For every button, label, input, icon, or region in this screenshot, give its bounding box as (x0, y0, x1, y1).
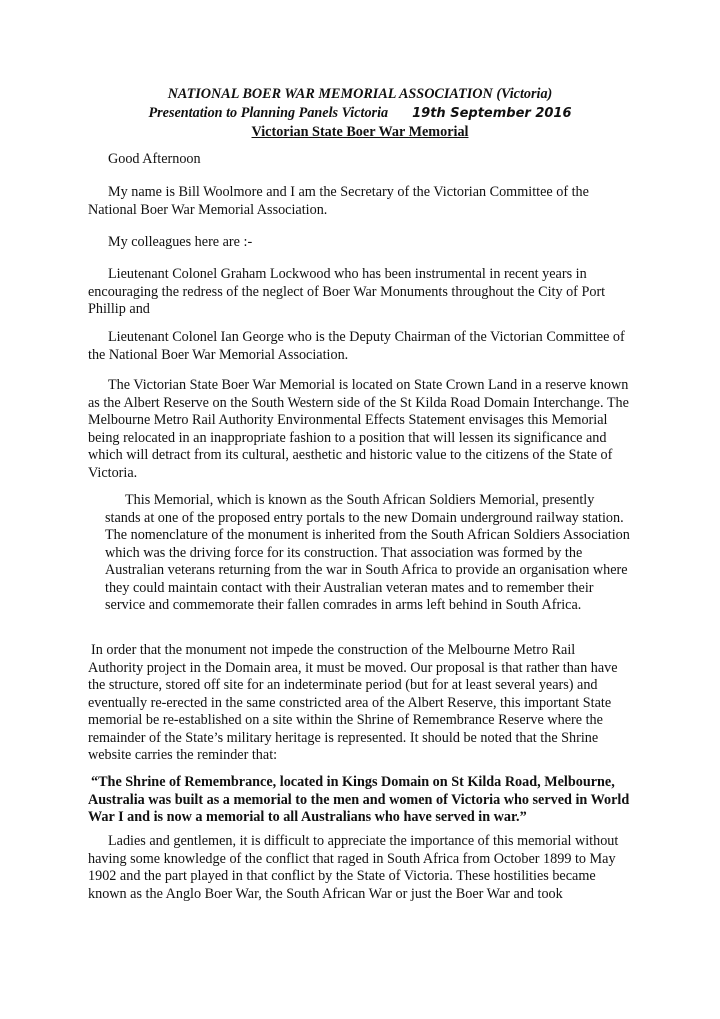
paragraph-colleagues: My colleagues here are :- (108, 234, 253, 250)
paragraph-memorial-history: This Memorial, which is known as the South African Soldiers Memorial, presently stands at one of the proposed entry portals to the new Domain underground railway station. The nomenclature of the monument is inherited from the South African Soldiers Association which was the driving force for its construction. That association was formed by the Australian veterans returning from the war in South Africa to provide an organisation where they could maintain contact with their Australian veteran mates and to remember their service and commemorate their fallen comrades in arms left behind in South Africa. (105, 492, 630, 613)
paragraph-proposal: In order that the monument not impede the construction of the Melbourne Metro Rail Authority project in the Domain area, it must be moved. Our proposal is that rather than have the structure, stored off site for an indeterminate period (but for at least several years) and eventually re-erected in the same constricted area of the Albert Reserve, this important State memorial be re-established on a site within the Shrine of Remembrance Reserve where the remainder of the State’s military heritage is represented. It should be noted that the Shrine website carries the reminder that: (88, 642, 618, 763)
shrine-quote: “The Shrine of Remembrance, located in Kings Domain on St Kilda Road, Melbourne, Australia was built as a memorial to the men and women of Victoria who served in World War I and is now a memorial to all Australians who have served in war.” (88, 774, 630, 825)
greeting: Good Afternoon (108, 151, 201, 167)
presentation-subtitle-line (0, 104, 720, 123)
organisation-heading: NATIONAL BOER WAR MEMORIAL ASSOCIATION (Victoria) (167, 86, 553, 102)
paragraph-introduction: My name is Bill Woolmore and I am the Secretary of the Victorian Committee of the National Boer War Memorial Association. (88, 184, 589, 218)
document-title: Victorian State Boer War Memorial (251, 124, 469, 140)
presentation-subtitle: Presentation to Planning Panels Victoria (148, 105, 389, 121)
presentation-date: 19th September 2016 (412, 106, 572, 121)
paragraph-memorial-location: The Victorian State Boer War Memorial is located on State Crown Land in a reserve known as the Albert Reserve on the South Western side of the St Kilda Road Domain Interchange. The Melbourne Metro Rail Authority Environmental Effects Statement envisages this Memorial being relocated in an inappropriate fashion to a position that will lessen its significance and which will detract from its cultural, aesthetic and historic value to the citizens of the State of Victoria. (88, 377, 629, 481)
paragraph-george: Lieutenant Colonel Ian George who is the Deputy Chairman of the Victorian Committee of the National Boer War Memorial Association. (88, 329, 625, 363)
paragraph-lockwood: Lieutenant Colonel Graham Lockwood who has been instrumental in recent years in encouraging the redress of the neglect of Boer War Monuments throughout the City of Port Phillip and (88, 266, 606, 317)
paragraph-conflict-background: Ladies and gentlemen, it is difficult to appreciate the importance of this memorial without having some knowledge of the conflict that raged in South Africa from October 1899 to May 1902 and the part played in that conflict by the State of Victoria. These hostilities became known as the Anglo Boer War, the South African War or just the Boer War and took (88, 833, 619, 902)
